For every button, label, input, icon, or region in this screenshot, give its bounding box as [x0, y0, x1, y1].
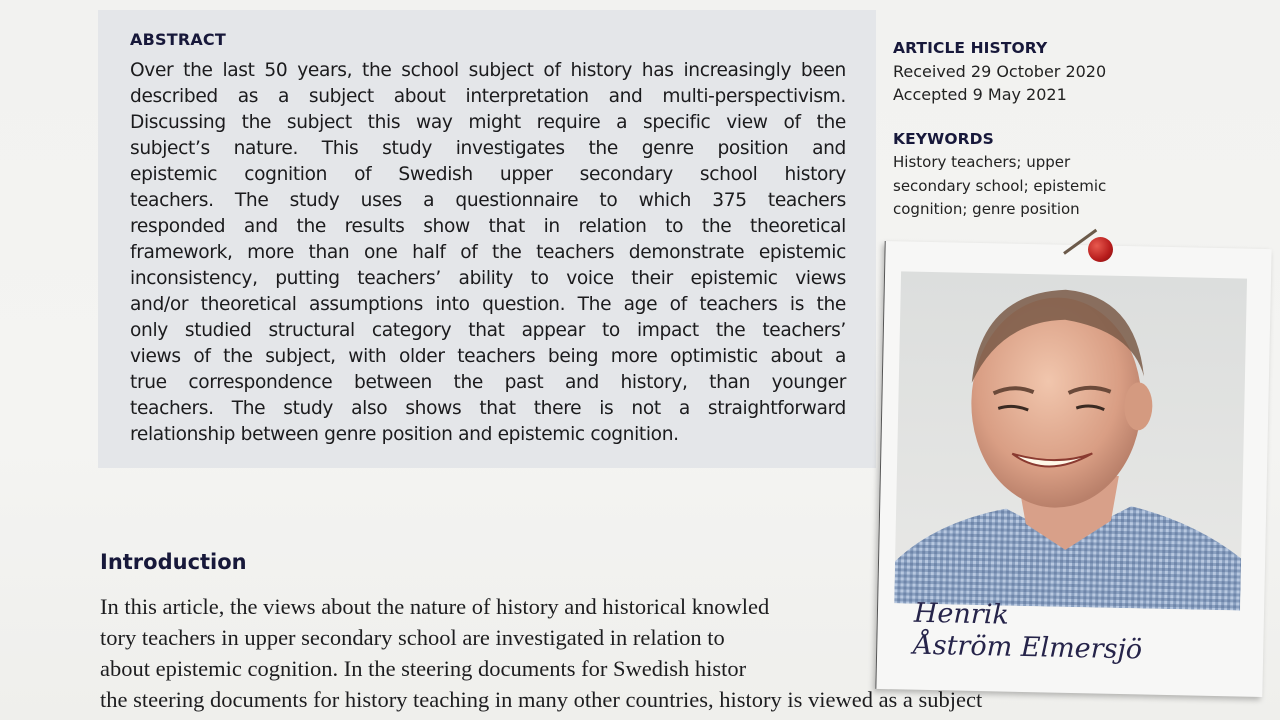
keyword-line: History teachers; upper	[893, 153, 1071, 171]
abstract-line: described as a subject about interpretation and multi-perspectivism.	[130, 86, 846, 107]
abstract-line: only studied structural category that appear to impact the teachers’	[130, 320, 846, 341]
signature-first-name: Henrik	[913, 597, 1010, 631]
abstract-body	[130, 58, 846, 448]
abstract-line: subject’s nature. This study investigates the genre position and	[130, 138, 846, 159]
abstract-line: teachers. The study also shows that there is not a straightforward	[130, 398, 846, 419]
abstract-line: and/or theoretical assumptions into question. The age of teachers is the	[130, 294, 846, 315]
accepted-date: Accepted 9 May 2021	[893, 85, 1067, 104]
intro-line: In this article, the views about the nature of history and historical knowled	[100, 594, 770, 619]
abstract-line: Discussing the subject this way might require a specific view of the	[130, 112, 846, 133]
article-history-heading: ARTICLE HISTORY	[893, 39, 1048, 57]
abstract-heading: ABSTRACT	[130, 30, 226, 49]
intro-line: about epistemic cognition. In the steering documents for Swedish histor	[100, 656, 747, 681]
author-polaroid	[875, 241, 1271, 697]
author-portrait-icon	[894, 271, 1247, 610]
abstract-line: relationship between genre position and epistemic cognition.	[130, 424, 679, 445]
abstract-line: responded and the results show that in relation to the theoretical	[130, 216, 846, 237]
abstract-line: teachers. The study uses a questionnaire to which 375 teachers	[130, 190, 846, 211]
introduction-heading: Introduction	[100, 550, 247, 574]
abstract-line: framework, more than one half of the teachers demonstrate epistemic	[130, 242, 846, 263]
author-photo	[894, 271, 1247, 610]
red-pushpin-icon	[1088, 237, 1113, 262]
abstract-line: Over the last 50 years, the school subject of history has increasingly been	[130, 60, 846, 81]
intro-line: tory teachers in upper secondary school are investigated in relation to	[100, 625, 725, 650]
keyword-line: secondary school; epistemic	[893, 176, 1107, 195]
received-date: Received 29 October 2020	[893, 62, 1107, 81]
signature-last-name: Åström Elmersjö	[912, 629, 1143, 666]
keywords-list	[893, 151, 1143, 222]
abstract-line: views of the subject, with older teachers being more optimistic about a	[130, 346, 846, 367]
keywords-heading: KEYWORDS	[893, 130, 994, 148]
intro-line: the steering documents for history teaching in many other countries, history is viewed as a subject	[100, 687, 983, 712]
abstract-line: epistemic cognition of Swedish upper secondary school history	[130, 164, 846, 185]
abstract-line: true correspondence between the past and history, than younger	[130, 372, 846, 393]
abstract-line: inconsistency, putting teachers’ ability to voice their epistemic views	[130, 268, 846, 289]
keyword-line: cognition; genre position	[893, 200, 1080, 218]
